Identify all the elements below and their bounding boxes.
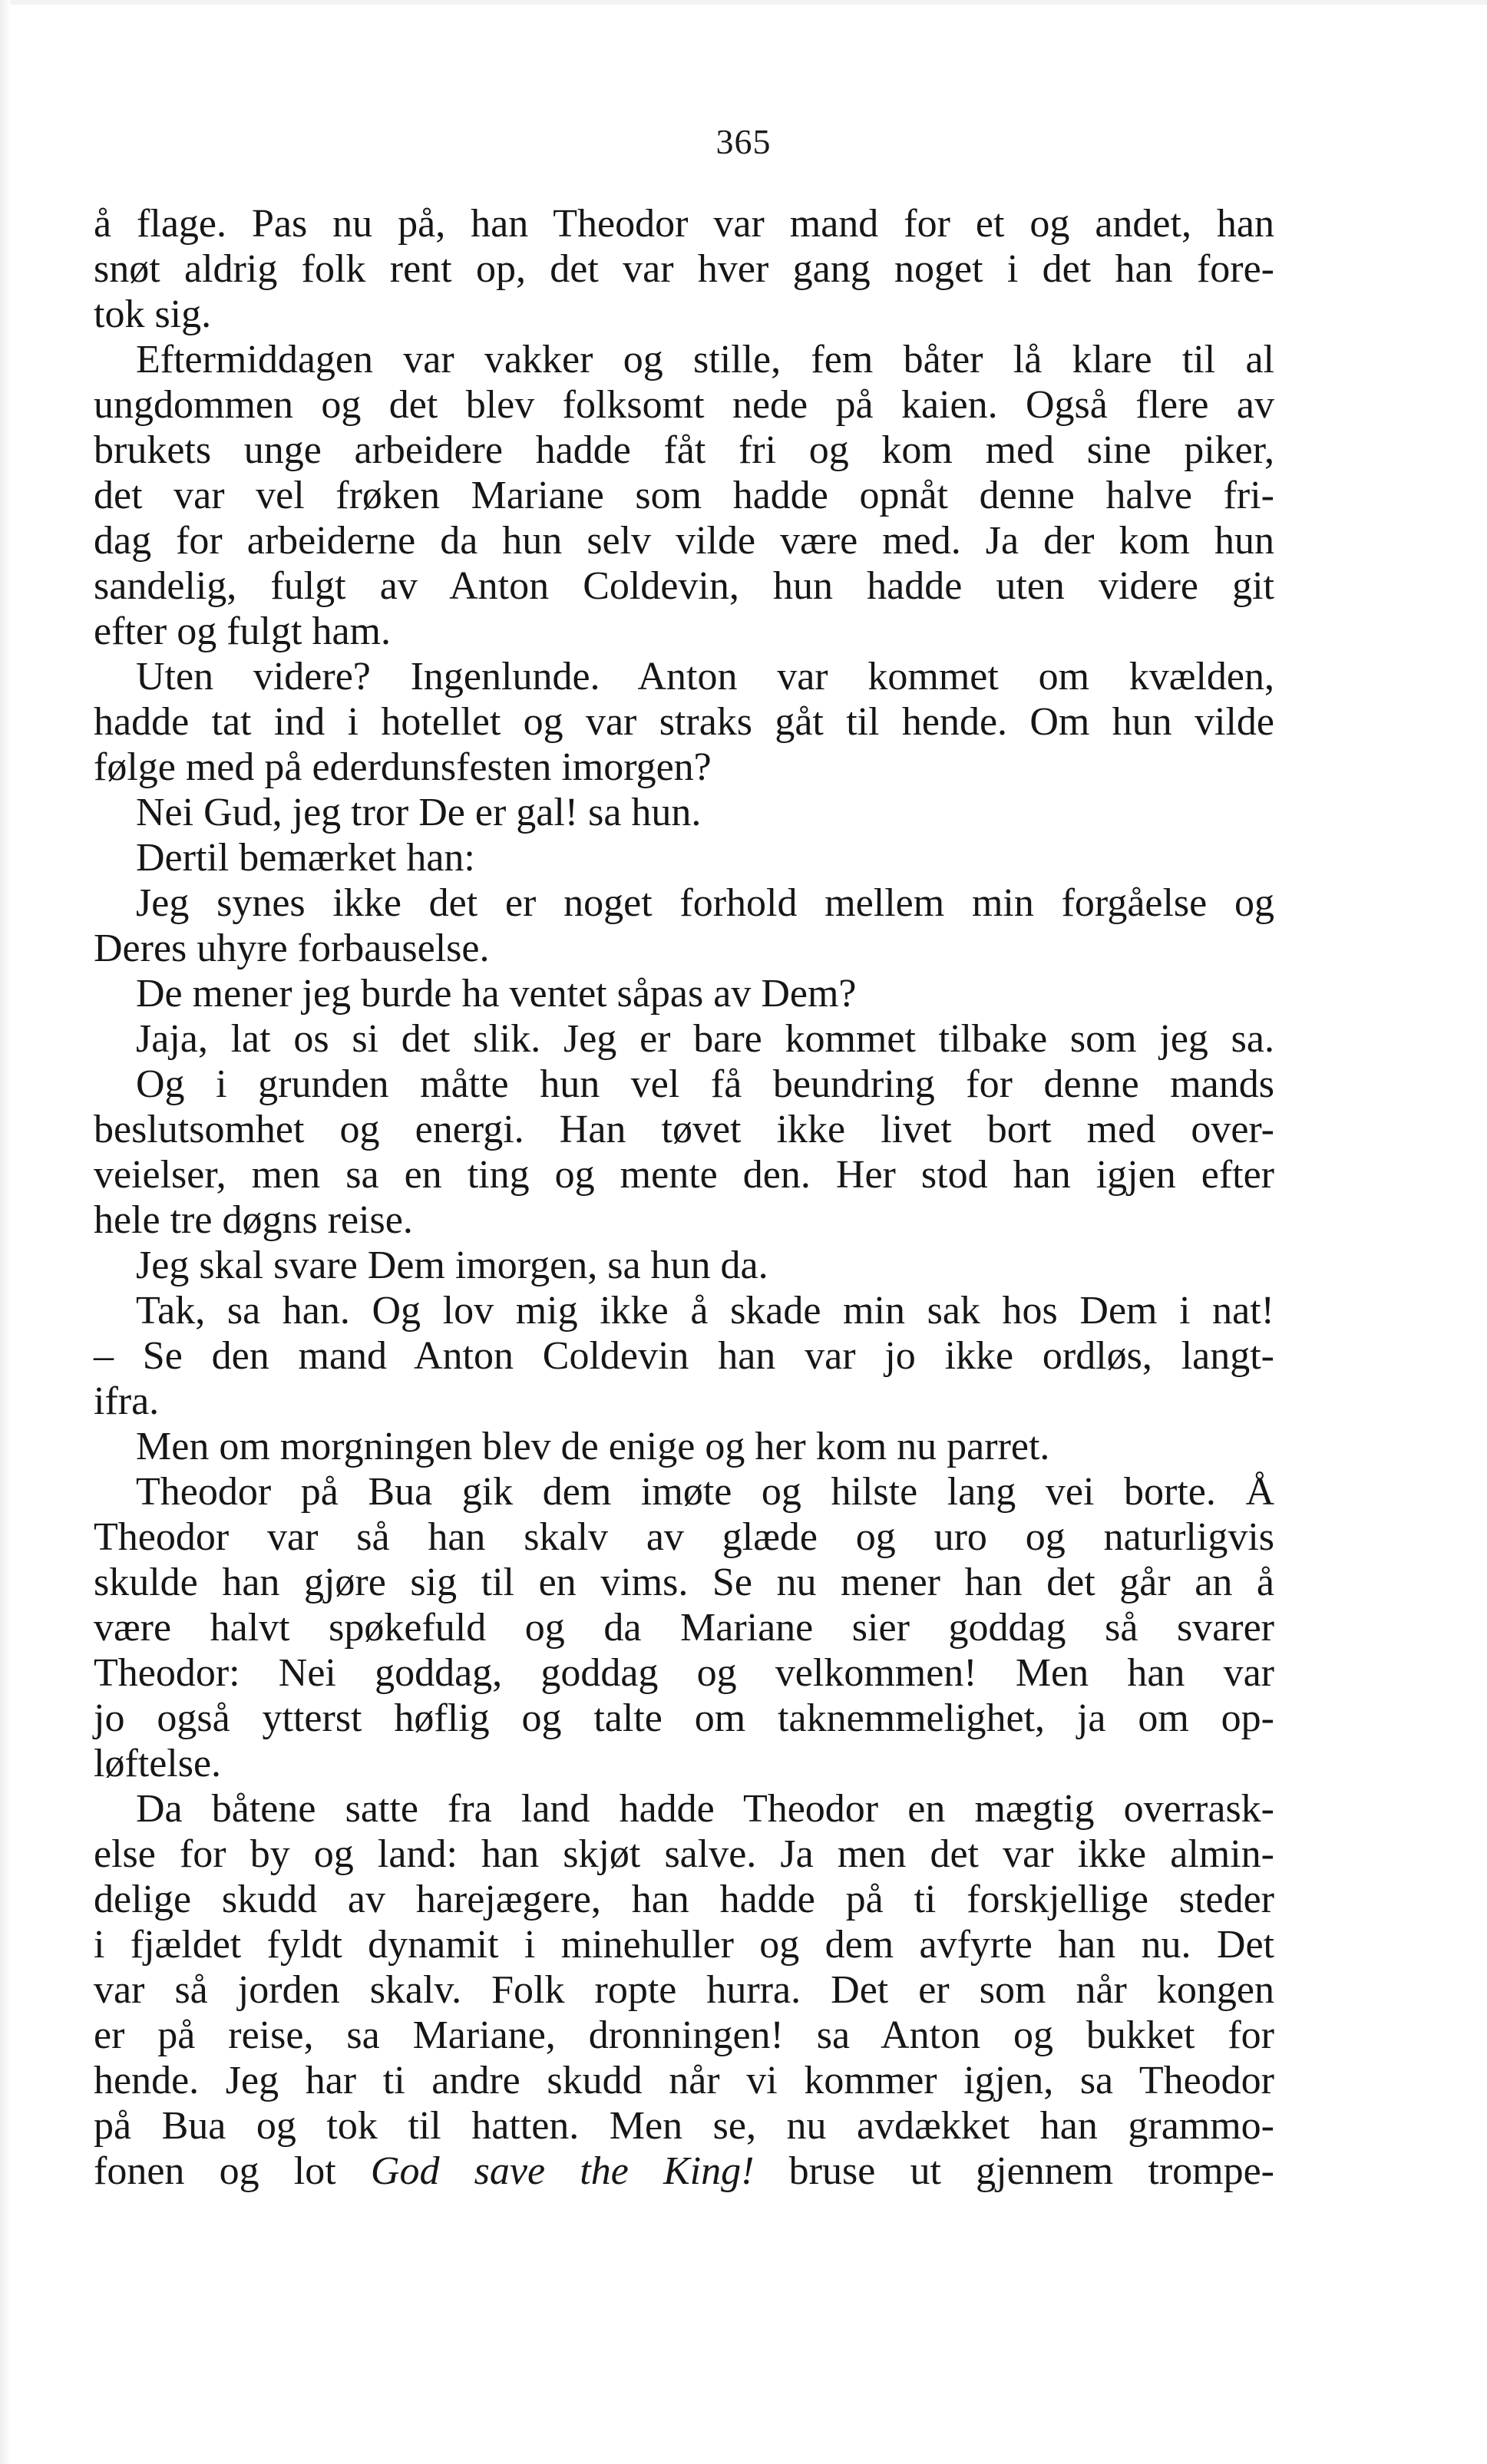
text-line: Eftermiddagen var vakker og stille, fem båter lå klare til al [136,338,1274,381]
text-line: dag for arbeiderne da hun selv vilde være med. Ja der kom hun [94,519,1274,563]
text-segment: bruse ut gjennem trompe- [754,2149,1274,2193]
text-line: ifra. [94,1379,160,1423]
text-line: Jeg skal svare Dem imorgen, sa hun da. [136,1244,768,1287]
text-line: tok sig. [94,292,212,336]
text-segment: fonen og lot [94,2149,371,2193]
text-line: efter og fulgt ham. [94,609,391,653]
text-line: var så jorden skalv. Folk ropte hurra. Det er som når kongen [94,1968,1274,2012]
text-line: Nei Gud, jeg tror De er gal! sa hun. [136,791,702,834]
text-line: løftelse. [94,1742,222,1785]
text-line: beslutsomhet og energi. Han tøvet ikke livet bort med over- [94,1108,1274,1151]
text-line: å flage. Pas nu på, han Theodor var mand for et og andet, han [94,202,1274,246]
text-line: hadde tat ind i hotellet og var straks gåt til hende. Om hun vilde [94,700,1274,744]
text-line-last [94,2149,1274,2194]
text-line: være halvt spøkefuld og da Mariane sier goddag så svarer [94,1606,1274,1650]
text-line: Da båtene satte fra land hadde Theodor en mægtig overrask- [136,1787,1274,1831]
text-line: i fjældet fyldt dynamit i minehuller og dem avfyrte han nu. Det [94,1923,1274,1967]
text-line: skulde han gjøre sig til en vims. Se nu mener han det går an å [94,1561,1274,1604]
text-line: Jeg synes ikke det er noget forhold mellem min forgåelse og [136,881,1274,925]
text-line: Deres uhyre forbauselse. [94,926,490,970]
text-line: Theodor: Nei goddag, goddag og velkommen! Men han var [94,1651,1274,1695]
text-line: delige skudd av harejægere, han hadde på ti forskjellige steder [94,1878,1274,1921]
text-line: ungdommen og det blev folksomt nede på kaien. Også flere av [94,383,1274,427]
text-line: Men om morgningen blev de enige og her kom nu parret. [136,1425,1050,1468]
text-line: Og i grunden måtte hun vel få beundring for denne mands [136,1062,1274,1106]
text-line: Theodor på Bua gik dem imøte og hilste lang vei borte. Å [136,1470,1274,1514]
text-line: brukets unge arbeidere hadde fåt fri og kom med sine piker, [94,428,1274,472]
text-line: det var vel frøken Mariane som hadde opnåt denne halve fri- [94,474,1274,517]
text-line: De mener jeg burde ha ventet såpas av Dem? [136,972,857,1016]
text-line: jo også ytterst høflig og talte om taknemmelighet, ja om op- [94,1696,1274,1740]
text-line: else for by og land: han skjøt salve. Ja men det var ikke almin- [94,1832,1274,1876]
text-line: Uten videre? Ingenlunde. Anton var kommet om kvælden, [136,655,1274,699]
page-number: 365 [715,122,772,161]
text-line: følge med på ederdunsfesten imorgen? [94,745,712,789]
body-text [94,201,1274,2194]
text-line: hende. Jeg har ti andre skudd når vi kommer igjen, sa Theodor [94,2059,1274,2102]
text-line: sandelig, fulgt av Anton Coldevin, hun hadde uten videre git [94,564,1274,608]
text-line: på Bua og tok til hatten. Men se, nu avdækket han grammo- [94,2104,1274,2148]
text-line: Jaja, lat os si det slik. Jeg er bare kommet tilbake som jeg sa. [136,1017,1274,1061]
italic-title: God save the King! [370,2149,755,2193]
text-line: er på reise, sa Mariane, dronningen! sa Anton og bukket for [94,2013,1274,2057]
text-line: – Se den mand Anton Coldevin han var jo ikke ordløs, langt- [94,1334,1274,1378]
text-line: veielser, men sa en ting og mente den. Her stod han igjen efter [94,1153,1274,1197]
text-line: Tak, sa han. Og lov mig ikke å skade min sak hos Dem i nat! [136,1289,1274,1333]
text-line: snøt aldrig folk rent op, det var hver gang noget i det han fore- [94,247,1274,291]
text-line: Dertil bemærket han: [136,836,475,880]
text-line: hele tre døgns reise. [94,1198,413,1242]
text-line: Theodor var så han skalv av glæde og uro og naturligvis [94,1515,1274,1559]
